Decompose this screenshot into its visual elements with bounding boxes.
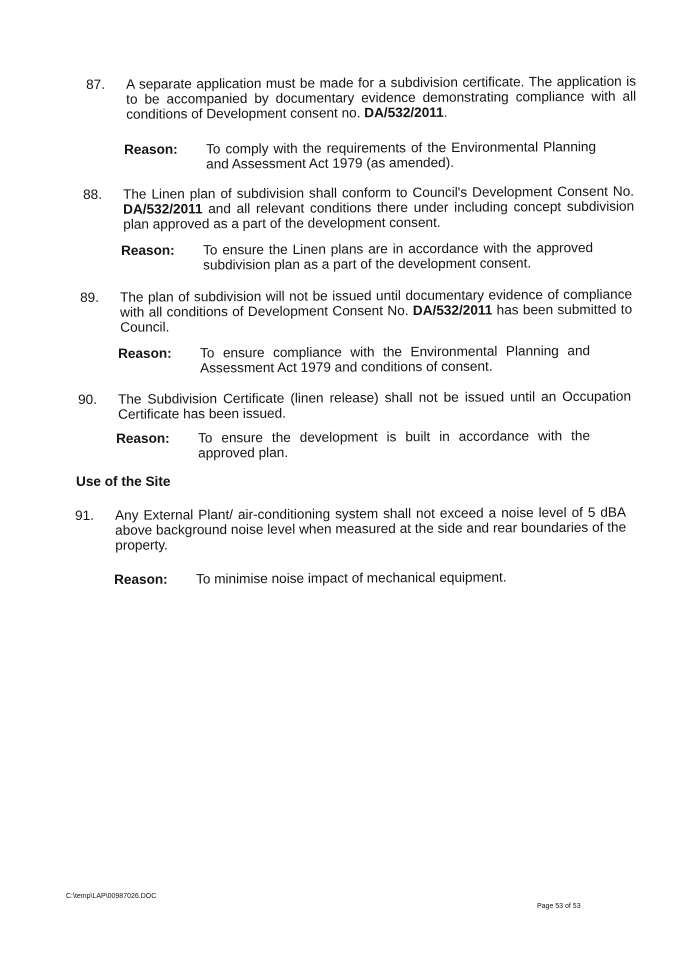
section-heading: Use of the Site — [76, 474, 171, 489]
condition-text: The Linen plan of subdivision shall conform to Council's Development Consent No. DA/532/2011 and all relevant conditions there under including concept subdivision plan approved as a part of the development consent. — [122, 183, 635, 232]
reason-text: To comply with the requirements of the Environmental Planning and Assessment Act 1979 (as amended). — [205, 139, 597, 172]
reason-label: Reason: — [118, 345, 172, 361]
consent-number: DA/532/2011 — [412, 302, 493, 318]
reason-text: To ensure the development is built in accordance with the approved plan. — [197, 428, 591, 461]
condition-text: The Subdivision Certificate (linen release) shall not be issued until an Occupation Certificate has been issued. — [117, 388, 632, 422]
condition-number: 89. — [80, 289, 99, 305]
condition-text: The plan of subdivision will not be issued until documentary evidence of compliance with all conditions of Development Consent No. DA/532/2011 has been submitted to Council. — [119, 286, 633, 335]
condition-number: 91. — [75, 507, 94, 523]
reason-label: Reason: — [116, 430, 170, 446]
reason-label: Reason: — [124, 141, 178, 157]
condition-number: 88. — [83, 186, 102, 202]
condition-number: 87. — [86, 76, 105, 92]
reason-text: To ensure the Linen plans are in accordance with the approved subdivision plan as a part of the development consent. — [202, 240, 594, 273]
reason-label: Reason: — [114, 571, 168, 587]
reason-text: To minimise noise impact of mechanical equipment. — [195, 569, 507, 587]
reason-label: Reason: — [121, 242, 175, 258]
condition-number: 90. — [78, 391, 97, 407]
condition-text: Any External Plant/ air-conditioning system shall not exceed a noise level of 5 dBA above background noise level when measured at the side and rear boundaries of the property. — [114, 504, 627, 553]
consent-number: DA/532/2011 — [364, 104, 444, 121]
footer-page-number: Page 53 of 53 — [537, 903, 581, 910]
reason-text: To ensure compliance with the Environmental Planning and Assessment Act 1979 and conditions of consent. — [199, 343, 591, 376]
consent-number: DA/532/2011 — [123, 201, 203, 217]
condition-text: A separate application must be made for a subdivision certificate. The application is to be accompanied by documentary evidence demonstrating compliance with all conditions of Development consent no. DA/532/2011. — [125, 73, 637, 122]
footer-file-path: C:\temp\LAP\00987026.DOC — [66, 893, 157, 900]
